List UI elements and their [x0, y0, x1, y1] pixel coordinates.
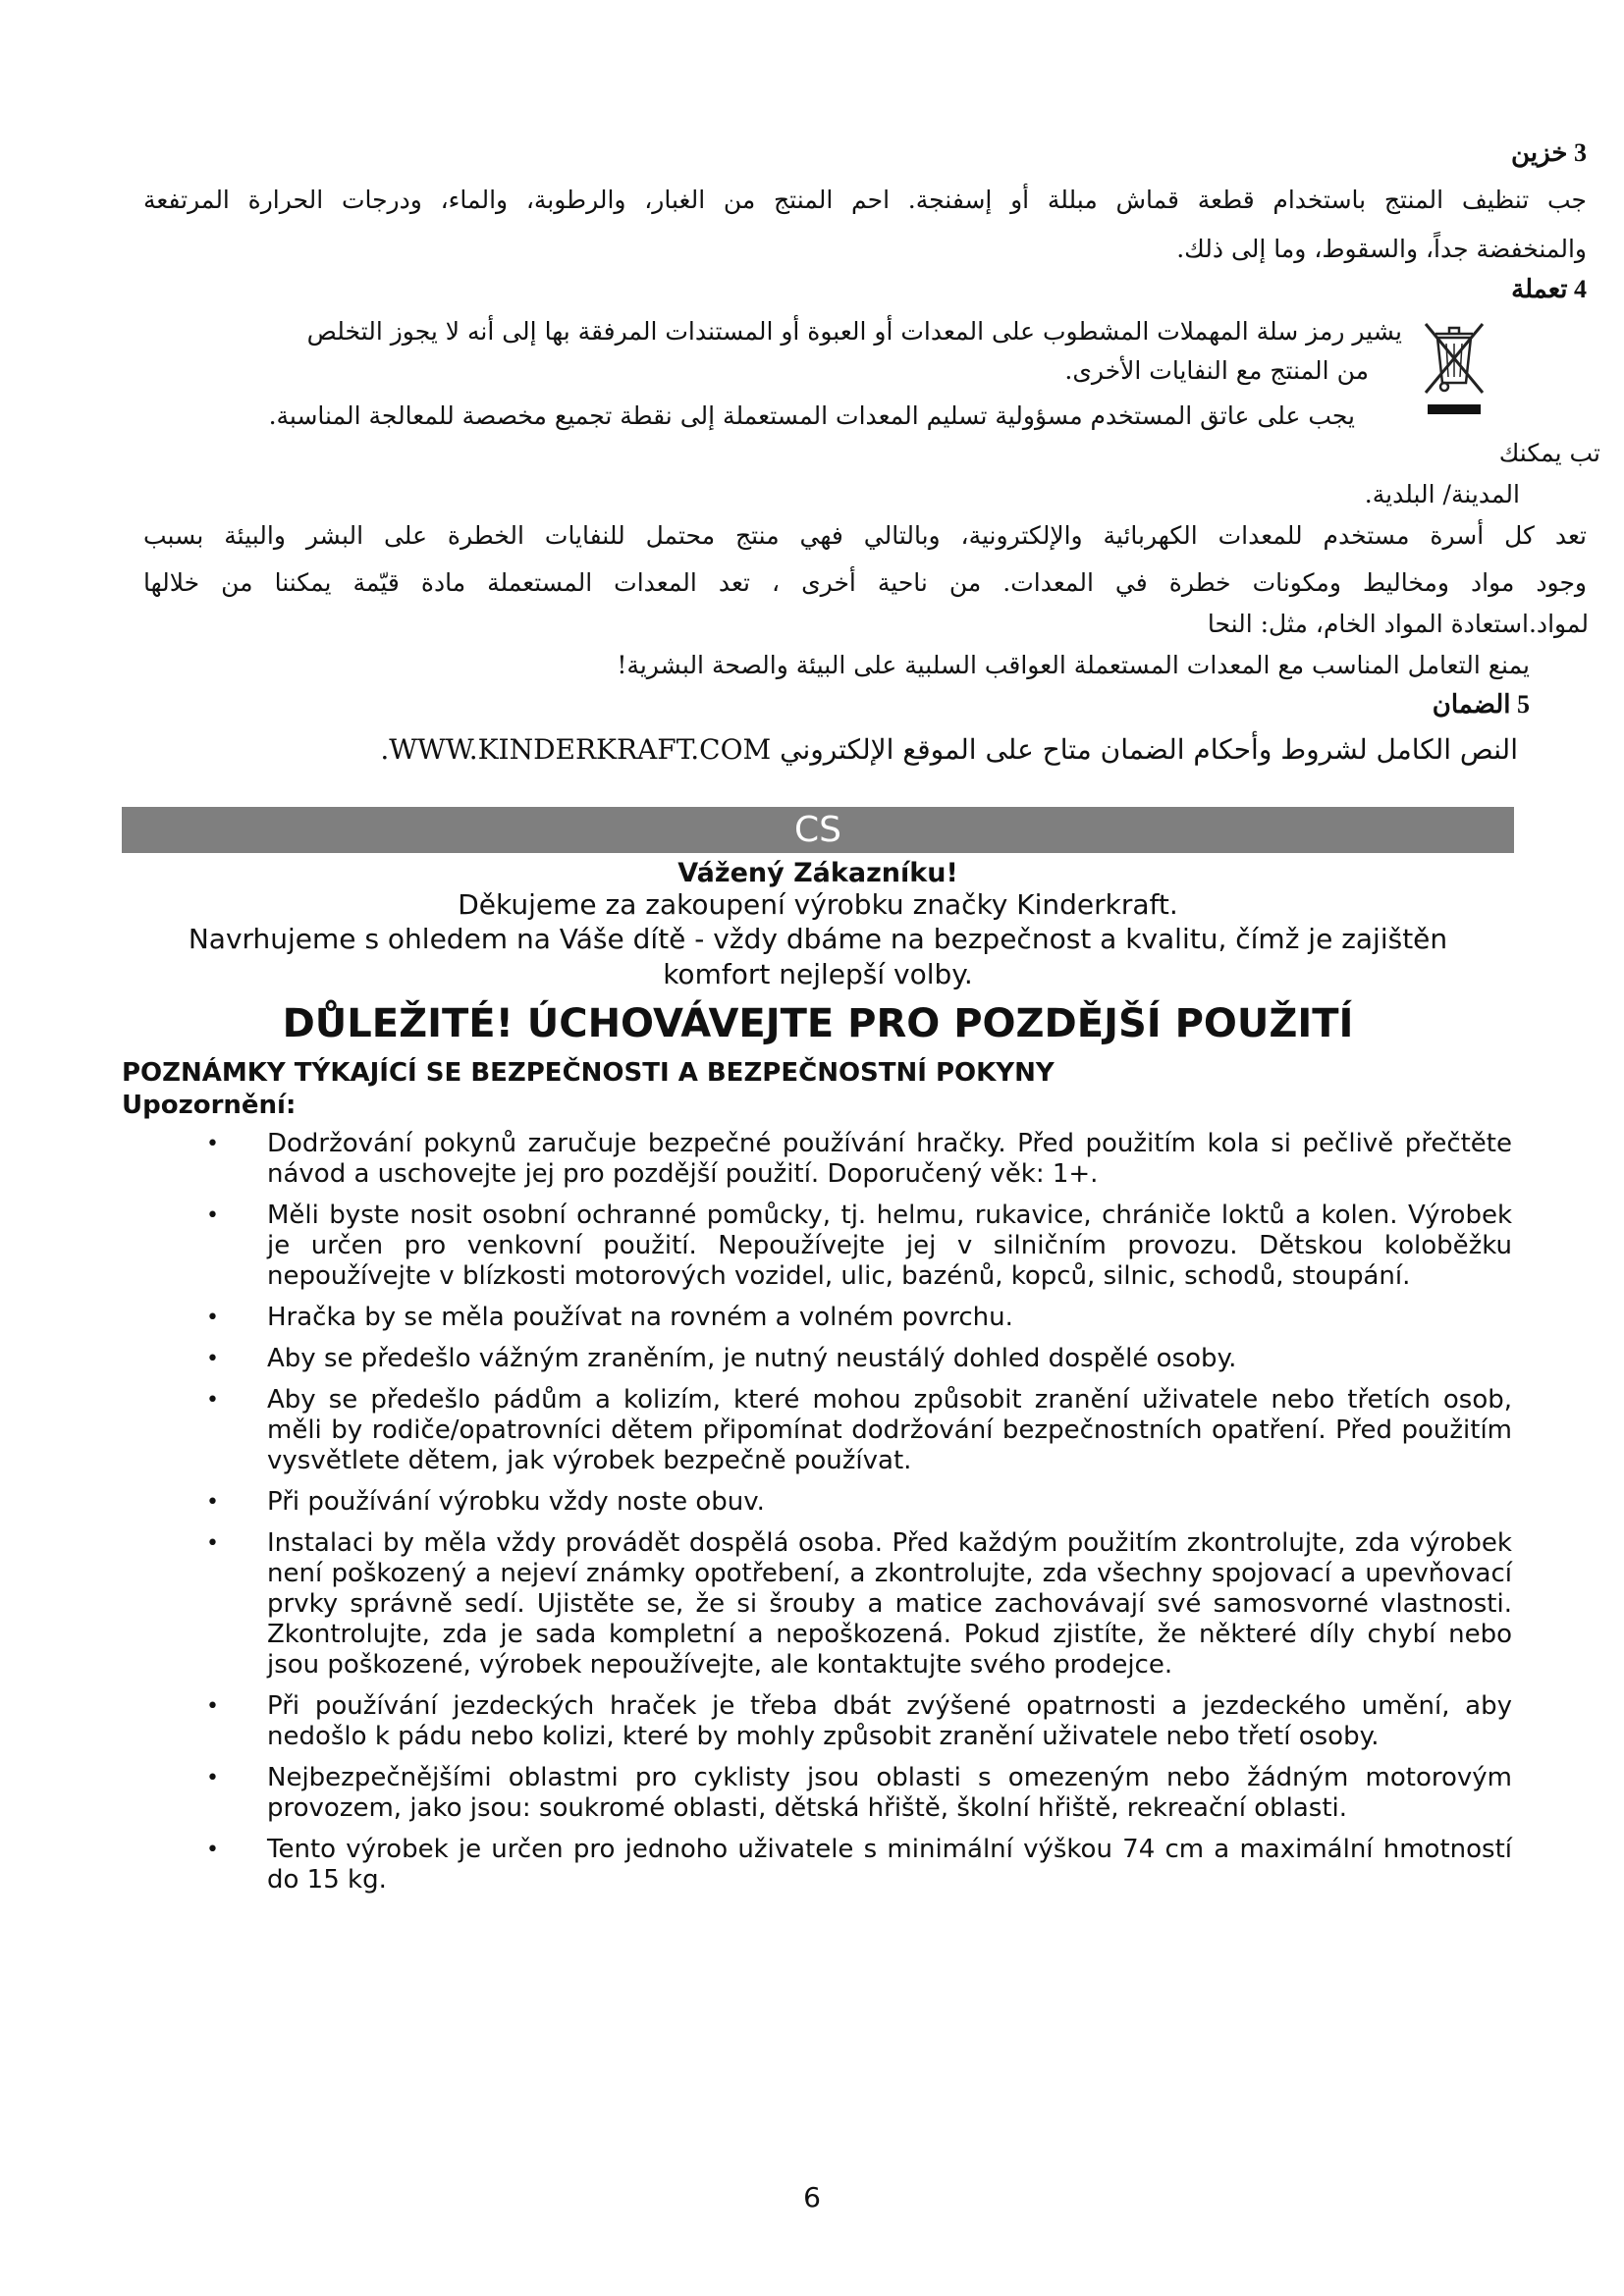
- disposal-line: تعد كل أسرة مستخدم للمعدات الكهربائية والإلكترونية، وبالتالي فهي منتج محتمل للنفايات الخطرة على البشر والبيئة بسبب: [143, 521, 1587, 550]
- storage-heading: 3 خزين: [1511, 138, 1587, 167]
- warning-heading: Upozornění:: [122, 1091, 297, 1120]
- page-number: 6: [803, 2181, 821, 2214]
- list-item-text: Při používání výrobku vždy noste obuv.: [267, 1487, 765, 1517]
- bullet-icon: •: [206, 1531, 219, 1556]
- list-item-text: Dodržování pokynů zaručuje bezpečné používání hračky. Před použitím kola si pečlivě přečtěte návod a uschovejte jej pro pozdější použití. Doporučený věk: 1+.: [267, 1129, 1512, 1189]
- safety-notes-heading: POZNÁMKY TÝKAJÍCÍ SE BEZPEČNOSTI A BEZPEČNOSTNÍ POKYNY: [122, 1058, 1055, 1088]
- list-item: [206, 1201, 1512, 1292]
- list-item: [206, 1528, 1512, 1681]
- storage-line: جب تنظيف المنتج باستخدام قطعة قماش مبللة أو إسفنجة. احم المنتج من الغبار، والرطوبة، والماء، ودرجات الحرارة المرتفعة: [143, 186, 1587, 214]
- important-heading: DŮLEŽITÉ! ÚCHOVÁVEJTE PRO POZDĚJŠÍ POUŽITÍ: [282, 1001, 1354, 1046]
- list-item: [206, 1385, 1512, 1476]
- promise-line: Navrhujeme s ohledem na Váše dítě - vždy dbáme na bezpečnost a kvalitu, čímž je zajištěn: [188, 923, 1448, 955]
- list-item: [206, 1303, 1512, 1333]
- list-item-text: Měli byste nosit osobní ochranné pomůcky, tj. helmu, rukavice, chrániče loktů a kolen. Výrobek je určen pro venkovní použití. Nepoužívejte jej v silničním provozu. Dětskou koloběžku nepoužívejte v blízkosti motorových vozidel, ulic, bazénů, kopců, silnic, schodů, stoupání.: [267, 1201, 1512, 1291]
- list-item-text: Aby se předešlo vážným zraněním, je nutný neustálý dohled dospělé osoby.: [267, 1344, 1237, 1373]
- disposal-line: لمواد.استعادة المواد الخام، مثل: النحا: [1207, 610, 1589, 638]
- list-item-text: Při používání jezdeckých hraček je třeba dbát zvýšené opatrnosti a jezdeckého umění, aby nedošlo k pádu nebo kolizi, které by mohly způsobit zranění uživatele nebo třetí osoby.: [267, 1691, 1512, 1751]
- list-item-text: Aby se předešlo pádům a kolizím, které mohou způsobit zranění uživatele nebo třetích osob, měli by rodiče/opatrovníci dětem připomínat dodržování bezpečnostních opatření. Před použitím vysvětlete dětem, jak výrobek bezpečně používat.: [267, 1385, 1512, 1475]
- bullet-icon: •: [206, 1306, 219, 1330]
- list-item: [206, 1691, 1512, 1752]
- warranty-heading: 5 الضمان: [1432, 690, 1530, 719]
- list-item: [206, 1487, 1512, 1518]
- list-item: [206, 1129, 1512, 1190]
- thanks-line: Děkujeme za zakoupení výrobku značky Kinderkraft.: [458, 888, 1178, 921]
- storage-line: والمنخفضة جداً، والسقوط، وما إلى ذلك.: [1176, 235, 1587, 263]
- bullet-icon: •: [206, 1347, 219, 1371]
- warranty-line: النص الكامل لشروط وأحكام الضمان متاح على الموقع الإلكتروني WWW.KINDERKRAFT.COM.: [380, 733, 1518, 766]
- bullet-icon: •: [206, 1132, 219, 1156]
- list-item: [206, 1835, 1512, 1896]
- bullet-icon: •: [206, 1490, 219, 1515]
- disposal-line: من المنتج مع النفايات الأخرى.: [1064, 356, 1369, 385]
- bullet-icon: •: [206, 1694, 219, 1719]
- disposal-line: وجود مواد ومخاليط ومكونات خطرة في المعدات. من ناحية أخرى ، تعد المعدات المستعملة مادة قيّمة يمكننا من خلالها: [143, 568, 1587, 597]
- list-item: [206, 1344, 1512, 1374]
- list-item-text: Nejbezpečnějšími oblastmi pro cyklisty jsou oblasti s omezeným nebo žádným motorovým provozem, jako jsou: soukromé oblasti, dětská hřiště, školní hřiště, rekreační oblasti.: [267, 1763, 1512, 1823]
- disposal-line: المدينة/ البلدية.: [1364, 480, 1520, 508]
- list-item-text: Tento výrobek je určen pro jednoho uživatele s minimální výškou 74 cm a maximální hmotností do 15 kg.: [267, 1835, 1512, 1895]
- language-section-bar: CS: [122, 807, 1514, 853]
- promise-line: komfort nejlepší volby.: [663, 958, 973, 990]
- disposal-line: تب يمكنك: [1498, 439, 1600, 467]
- safety-instructions-list: [206, 1129, 1512, 1906]
- list-item-text: Hračka by se měla používat na rovném a volném povrchu.: [267, 1303, 1013, 1332]
- disposal-line: يجب على عاتق المستخدم مسؤولية تسليم المعدات المستعملة إلى نقطة تجميع مخصصة للمعالجة المناسبة.: [268, 401, 1355, 430]
- list-item-text: Instalaci by měla vždy provádět dospělá osoba. Před každým použitím zkontrolujte, zda výrobek není poškozený a nejeví známky opotřebení, a zkontrolujte, zda všechny spojovací a upevňovací prvky správně sedí. Ujistěte se, že si šrouby a matice zachovávají své samosvorné vlastnosti. Zkontrolujte, zda je sada kompletní a nepoškozená. Pokud zjistíte, že některé díly chybí nebo jsou poškozené, výrobek nepoužívejte, ale kontaktujte svého prodejce.: [267, 1528, 1512, 1680]
- bullet-icon: •: [206, 1838, 219, 1862]
- greeting: Vážený Zákazníku!: [677, 858, 958, 888]
- list-item: [206, 1763, 1512, 1824]
- bullet-icon: •: [206, 1203, 219, 1228]
- bullet-icon: •: [206, 1388, 219, 1413]
- bullet-icon: •: [206, 1766, 219, 1790]
- crossed-out-wheelie-bin-icon: [1418, 312, 1490, 420]
- disposal-line: يشير رمز سلة المهملات المشطوب على المعدات أو العبوة أو المستندات المرفقة بها إلى أنه لا يجوز التخلص: [306, 317, 1402, 346]
- disposal-line: يمنع التعامل المناسب مع المعدات المستعملة العواقب السلبية على البيئة والصحة البشرية!: [617, 651, 1530, 679]
- disposal-heading: 4 تعملة: [1511, 275, 1587, 303]
